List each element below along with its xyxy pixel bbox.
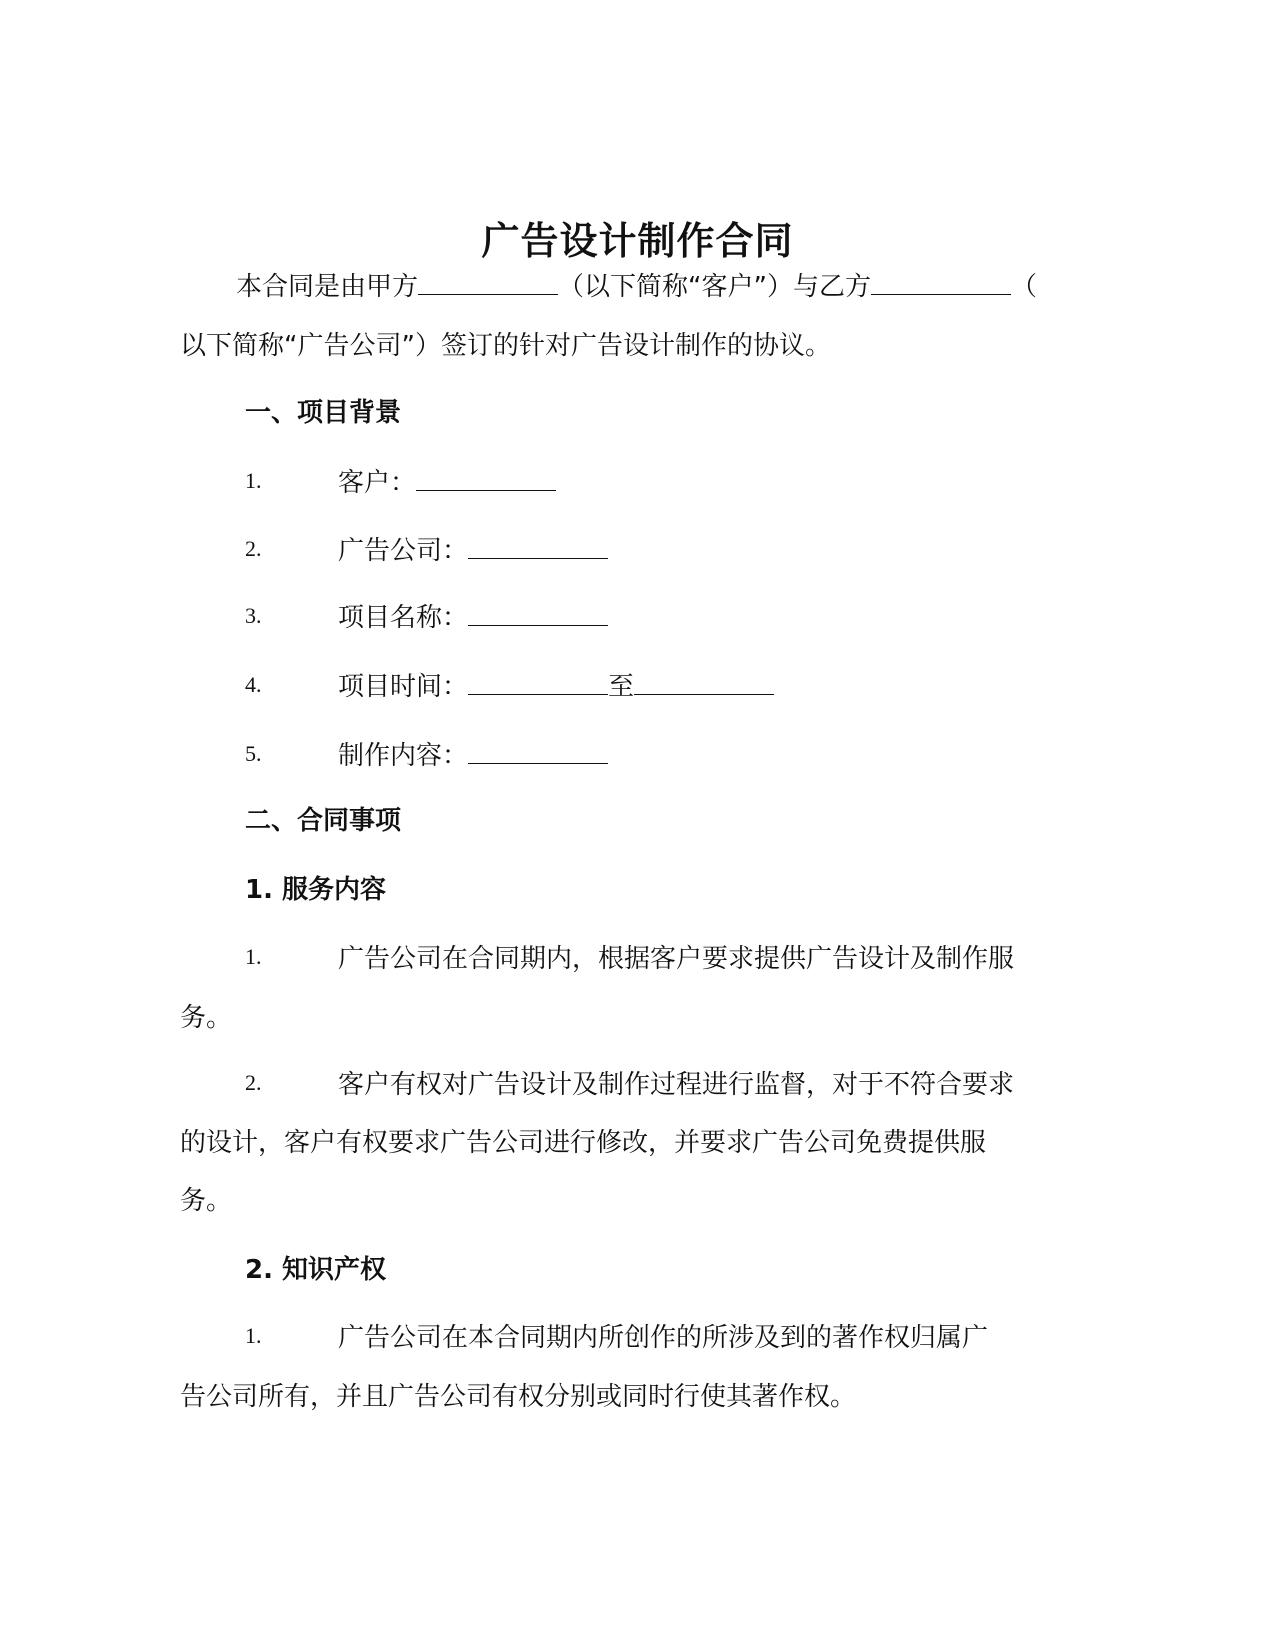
item-label: 项目时间：: [338, 672, 469, 702]
list-number: 2.: [245, 536, 262, 561]
document-title: 广告设计制作合同: [481, 219, 794, 263]
clause-text-cont: 务。: [180, 1003, 233, 1033]
list-number: 5.: [245, 741, 262, 766]
party-a-blank: [418, 266, 558, 295]
list-number: 4.: [245, 672, 262, 697]
list-number: 1.: [245, 468, 262, 493]
list-number: 2.: [245, 1070, 262, 1095]
item-label: 制作内容：: [338, 741, 469, 771]
list-item-production-content: [338, 735, 608, 772]
list-item-client: [338, 462, 556, 499]
section-heading-contract-matters: 二、合同事项: [245, 806, 402, 836]
subsection-heading-services: 1. 服务内容: [245, 875, 387, 905]
subsection-heading-ip: 2. 知识产权: [245, 1255, 387, 1285]
list-number: 1.: [245, 944, 262, 969]
clause-text-cont: 的设计，客户有权要求广告公司进行修改，并要求广告公司免费提供服: [180, 1128, 987, 1158]
ad-company-blank: [468, 530, 608, 559]
clause-text-cont: 告公司所有，并且广告公司有权分别或同时行使其著作权。: [180, 1382, 857, 1412]
client-blank: [416, 462, 556, 491]
section-heading-project-background: 一、项目背景: [245, 398, 402, 428]
list-item-project-name: [338, 597, 608, 634]
intro-text-1: 本合同是由甲方: [236, 272, 419, 302]
item-label: 广告公司：: [338, 536, 469, 566]
list-item-project-time: [338, 666, 774, 703]
intro-text-3: （: [1010, 272, 1037, 302]
to-text: 至: [608, 672, 635, 702]
clause-text: 客户有权对广告设计及制作过程进行监督，对于不符合要求: [338, 1070, 1015, 1100]
list-number: 3.: [245, 603, 262, 628]
item-label: 项目名称：: [338, 603, 469, 633]
intro-text-2: （以下简称“客户”）与乙方: [558, 272, 871, 302]
clause-text: 广告公司在合同期内，根据客户要求提供广告设计及制作服: [338, 944, 1015, 974]
intro-line-2: 以下简称“广告公司”）签订的针对广告设计制作的协议。: [180, 331, 831, 361]
list-number: 1.: [245, 1323, 262, 1348]
end-date-blank: [634, 666, 774, 695]
item-label: 客户：: [338, 468, 417, 498]
list-item-ad-company: [338, 530, 608, 567]
party-b-blank: [871, 266, 1011, 295]
clause-text: 广告公司在本合同期内所创作的所涉及到的著作权归属广: [338, 1323, 989, 1353]
project-name-blank: [468, 597, 608, 626]
production-content-blank: [468, 735, 608, 764]
start-date-blank: [468, 666, 608, 695]
intro-line-1: [236, 266, 1037, 303]
clause-text-cont: 务。: [180, 1186, 233, 1216]
